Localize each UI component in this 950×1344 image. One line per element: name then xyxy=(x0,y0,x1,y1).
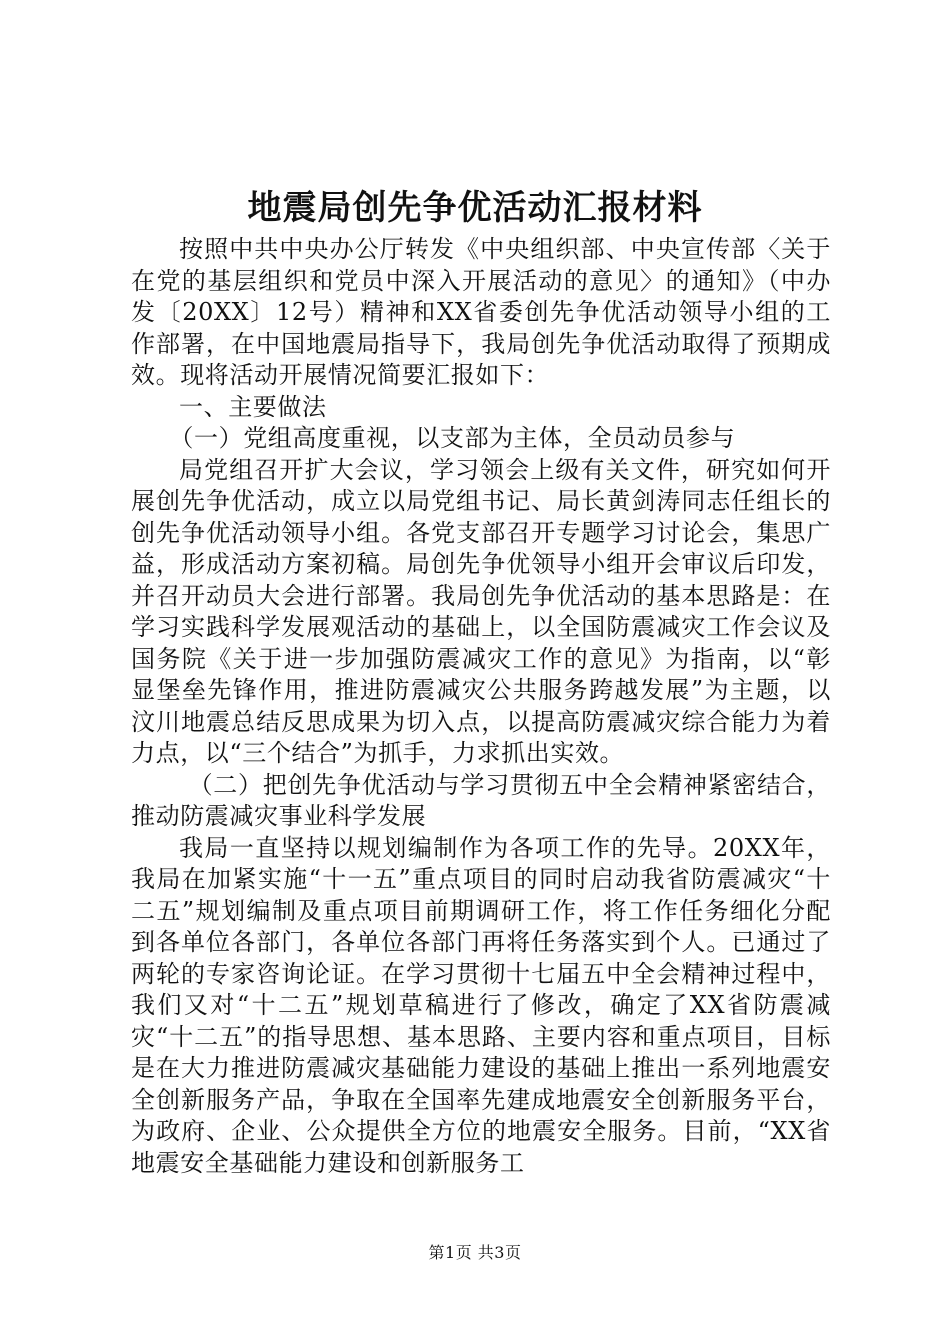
section-heading-main-practices: 一、主要做法 xyxy=(179,392,327,421)
intro-paragraph: 按照中共中央办公厅转发《中央组织部、中央宣传部〈关于在党的基层组织和党员中深入开展活动的意见〉的通知》（中办发〔20XX〕12号）精神和XX省委创先争优活动领导小组的工作部署，在中国地震局指导下，我局创先争优活动取得了预期成效。现将活动开展情况简要汇报如下： xyxy=(131,235,831,389)
document-title: 地震局创先争优活动汇报材料 xyxy=(247,188,703,228)
body-paragraph-1: 局党组召开扩大会议，学习领会上级有关文件，研究如何开展创先争优活动，成立以局党组书记、局长黄剑涛同志任组长的创先争优活动领导小组。各党支部召开专题学习讨论会，集思广益，形成活动方案初稿。局创先争优领导小组开会审议后印发，并召开动员大会进行部署。我局创先争优活动的基本思路是：在学习实践科学发展观活动的基础上，以全国防震减灾工作会议及国务院《关于进一步加强防震减灾工作的意见》为指南，以“彰显堡垒先锋作用，推进防震减灾公共服务跨越发展”为主题，以汶川地震总结反思成果为切入点，以提高防震减灾综合能力为着力点，以“三个结合”为抓手，力求抓出实效。 xyxy=(131,455,831,767)
subsection-heading-2: （二）把创先争优活动与学习贯彻五中全会精神紧密结合，推动防震减灾事业科学发展 xyxy=(131,770,831,830)
page-footer: 第1页 共3页 xyxy=(428,1243,522,1262)
body-paragraph-2: 我局一直坚持以规划编制作为各项工作的先导。20XX年，我局在加紧实施“十一五”重点项目的同时启动我省防震减灾“十二五”规划编制及重点项目前期调研工作，将工作任务细化分配到各单位各部门，各单位各部门再将任务落实到个人。已通过了两轮的专家咨询论证。在学习贯彻十七届五中全会精神过程中，我们又对“十二五”规划草稿进行了修改，确定了XX省防震减灾“十二五”的指导思想、基本思路、主要内容和重点项目，目标是在大力推进防震减灾基础能力建设的基础上推出一系列地震安全创新服务产品，争取在全国率先建成地震安全创新服务平台，为政府、企业、公众提供全方位的地震安全服务。目前，“XX省地震安全基础能力建设和创新服务工 xyxy=(131,833,831,1177)
document-body xyxy=(131,234,831,1179)
subsection-heading-1: （一）党组高度重视，以支部为主体，全员动员参与 xyxy=(169,424,736,452)
